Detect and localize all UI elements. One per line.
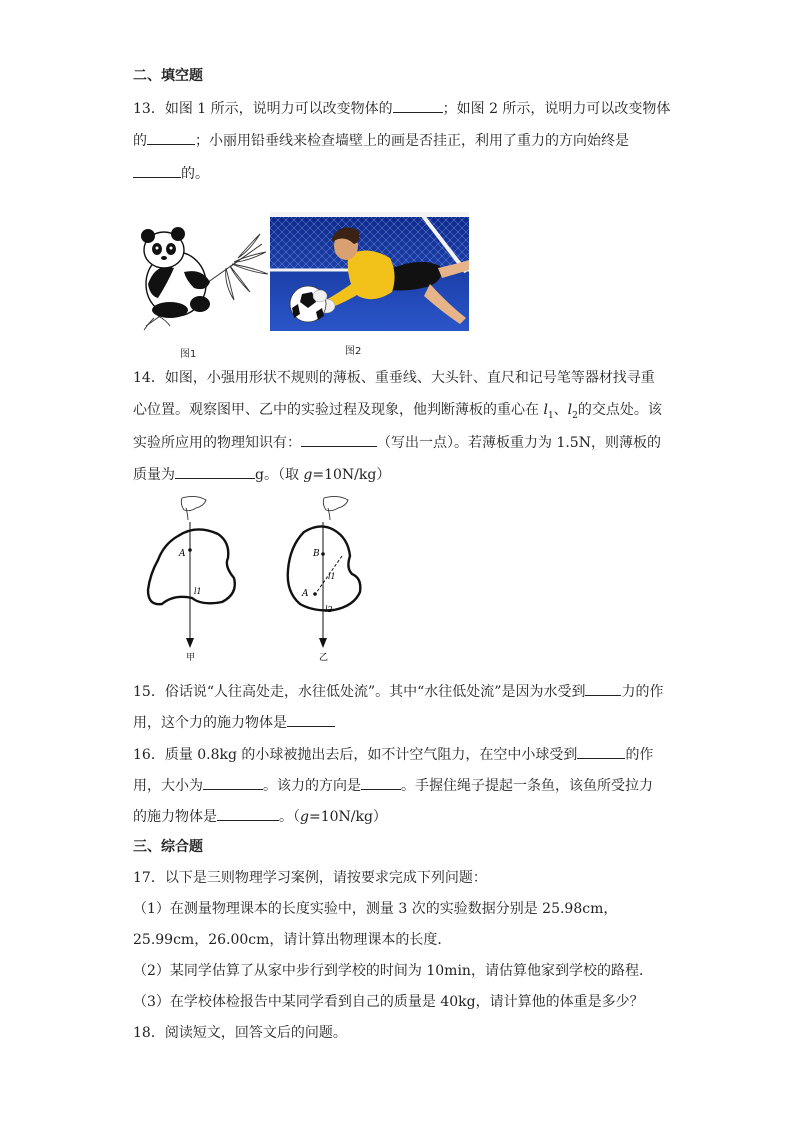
q14-line4 bbox=[133, 464, 390, 485]
q15-text-c: 用，这个力的施力物体是 bbox=[133, 715, 287, 731]
q13-text-c: 的 bbox=[133, 133, 147, 149]
q17-part1-line1: （1）在测量物理课本的长度实验中，测量 3 次的实验数据分别是 25.98cm， bbox=[133, 901, 618, 917]
q16-text-h: =10N/kg） bbox=[308, 809, 387, 825]
plate1-caption: 甲 bbox=[186, 653, 196, 663]
q14-l2-sub: 2 bbox=[572, 410, 578, 421]
q16-text-d: 。该力的方向是 bbox=[263, 778, 361, 794]
q16-blank-1[interactable] bbox=[577, 744, 625, 759]
plate2-l1-label: l1 bbox=[328, 572, 336, 581]
q14-text-a: 心位置。观察图甲、乙中的实验过程及现象，他判断薄板的重心在 bbox=[133, 402, 544, 418]
q13-line3 bbox=[133, 163, 209, 184]
q13-text-b: ；如图 2 所示，说明力可以改变物体 bbox=[442, 101, 671, 117]
q13-blank-2[interactable] bbox=[147, 130, 195, 145]
plate2-caption: 乙 bbox=[319, 653, 329, 663]
q16-blank-4[interactable] bbox=[217, 806, 279, 821]
q13-line2 bbox=[133, 130, 629, 151]
q14-line1: 14．如图，小强用形状不规则的薄板、重垂线、大头针、直尺和记号笔等器材找寻重 bbox=[133, 370, 655, 386]
q14-line2 bbox=[133, 400, 662, 426]
q15-text-b: 力的作 bbox=[621, 684, 664, 700]
section-heading-fill-in: 二、填空题 bbox=[133, 68, 203, 84]
q15-blank-2[interactable] bbox=[287, 712, 335, 727]
q14-l1-sub: 1 bbox=[547, 410, 554, 421]
q14-l1: l bbox=[543, 402, 548, 418]
plate-experiment-figure bbox=[138, 494, 378, 664]
q14-g: g bbox=[303, 467, 313, 483]
plate2-point-a: A bbox=[302, 589, 309, 599]
q13-text-e: 的。 bbox=[181, 166, 209, 182]
q16-text-c: 用，大小为 bbox=[133, 778, 203, 794]
q13-line1 bbox=[133, 98, 670, 119]
q15-blank-1[interactable] bbox=[585, 681, 621, 696]
q14-line3 bbox=[133, 432, 661, 453]
plate1-point-a: A bbox=[179, 549, 186, 559]
q16-line2 bbox=[133, 775, 653, 796]
plate2-l2-label: l2 bbox=[325, 605, 333, 614]
q13-text-d: ；小丽用铅垂线来检查墙壁上的画是否挂正，利用了重力的方向始终是 bbox=[195, 133, 629, 149]
goalkeeper-figure bbox=[270, 212, 469, 331]
q14-l2: l bbox=[567, 402, 573, 418]
q17-intro: 17．以下是三则物理学习案例，请按要求完成下列问题： bbox=[133, 870, 487, 886]
q14-text-c: 实验所应用的物理知识有： bbox=[133, 435, 301, 451]
fig2-caption: 图2 bbox=[345, 346, 362, 357]
q18-text: 18．阅读短文，回答文后的问题。 bbox=[133, 1025, 347, 1041]
q14-text-d: （写出一点）。若薄板重力为 1.5N，则薄板的 bbox=[377, 435, 661, 451]
plate2-point-b: B bbox=[313, 549, 320, 559]
q16-text-b: 的作 bbox=[625, 747, 654, 763]
q16-text-e: 。手握住绳子提起一条鱼，该鱼所受拉力 bbox=[401, 778, 653, 794]
q13-text-a: 13．如图 1 所示，说明力可以改变物体的 bbox=[133, 101, 393, 117]
panda-figure bbox=[134, 222, 270, 332]
q14-blank-2[interactable] bbox=[175, 464, 255, 479]
q13-blank-3[interactable] bbox=[133, 163, 181, 178]
q13-blank-1[interactable] bbox=[393, 98, 443, 113]
q16-blank-2[interactable] bbox=[203, 775, 263, 790]
q16-blank-3[interactable] bbox=[361, 775, 401, 790]
q17-part1-line2: 25.99cm，26.00cm，请计算出物理课本的长度． bbox=[133, 932, 452, 948]
q14-sep: 、 bbox=[553, 402, 568, 418]
q16-line1 bbox=[133, 744, 653, 765]
q14-text-f: g。（取 bbox=[255, 467, 304, 483]
q16-line3 bbox=[133, 806, 387, 827]
fig1-caption: 图1 bbox=[180, 349, 197, 360]
section-heading-comprehensive: 三、综合题 bbox=[133, 839, 203, 855]
q16-text-a: 16．质量 0.8kg 的小球被抛出去后，如不计空气阻力，在空中小球受到 bbox=[133, 747, 578, 763]
q14-text-g: =10N/kg） bbox=[312, 467, 391, 483]
q14-text-e: 质量为 bbox=[133, 467, 175, 483]
q15-text-a: 15．俗话说“人往高处走，水往低处流”。其中“水往低处流”是因为水受到 bbox=[133, 684, 586, 700]
q15-line1 bbox=[133, 681, 663, 702]
q14-blank-1[interactable] bbox=[301, 432, 377, 447]
q15-line2 bbox=[133, 712, 335, 733]
q16-text-f: 的施力物体是 bbox=[133, 809, 217, 825]
q17-part3: （3）在学校体检报告中某同学看到自己的质量是 40kg，请计算他的体重是多少？ bbox=[133, 994, 644, 1010]
q16-g: g bbox=[300, 809, 309, 825]
plate1-l1-label: l1 bbox=[194, 587, 202, 596]
q16-text-g: 。（ bbox=[279, 809, 300, 825]
q17-part2: （2）某同学估算了从家中步行到学校的时间为 10min，请估算他家到学校的路程． bbox=[133, 963, 653, 979]
q14-text-b: 的交点处。该 bbox=[577, 402, 662, 418]
